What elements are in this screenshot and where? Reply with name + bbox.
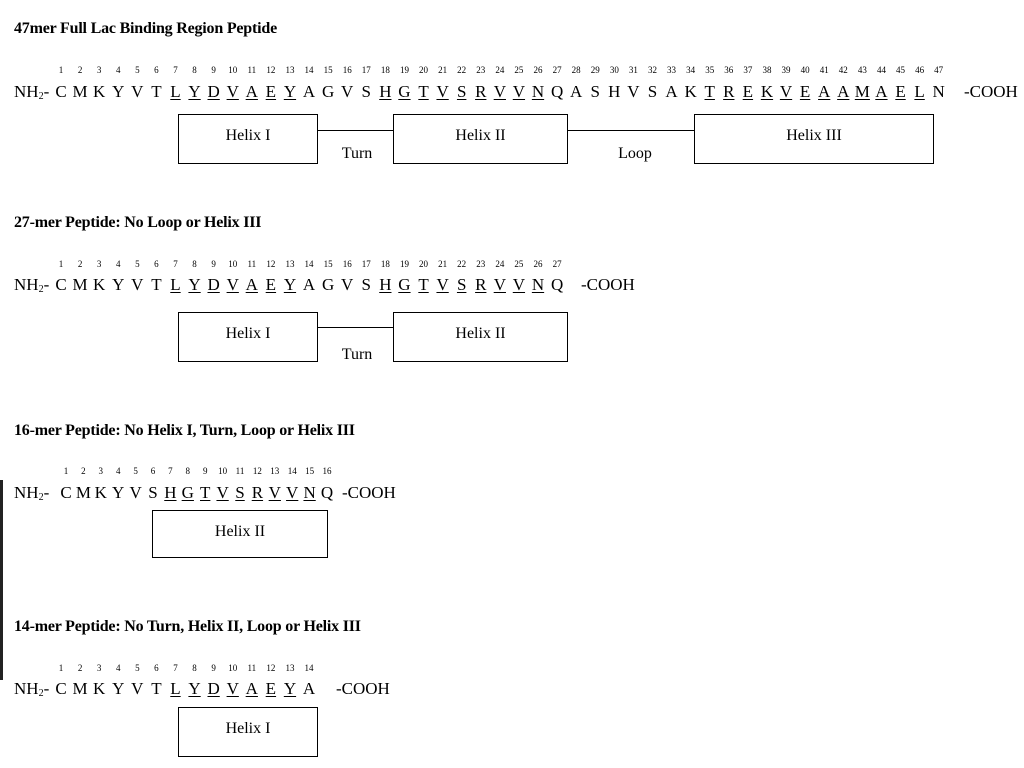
residue-letter: A [570,82,583,101]
residue-letter: N [531,275,545,294]
residue-number: 6 [154,65,159,75]
residue-letter: V [436,82,449,101]
residue-letter: S [456,275,467,294]
residue-letter: M [72,275,88,294]
residue-number: 34 [686,65,696,75]
residue-letter: T [418,275,429,294]
residue-number: 22 [457,259,467,269]
n-terminus: $NH_2-$ [14,82,50,102]
residue-letter: L [170,679,181,698]
residue-letter: E [265,82,277,101]
residue-number: 9 [211,65,216,75]
residue-letter: N [932,82,945,101]
residue-number: 21 [438,65,448,75]
turn-label: Turn [341,145,373,162]
helix-ii-box [393,312,568,362]
residue-number: 26 [533,259,543,269]
residue-number: 14 [304,259,314,269]
residue-number: 11 [247,259,257,269]
residue-number: 8 [185,466,191,476]
residue-letter: E [742,82,754,101]
residue-letter: K [760,82,774,101]
helix-label: Helix III [786,127,842,144]
residue-number: 23 [476,259,486,269]
residue-letter: K [93,679,106,698]
residue-letter: V [268,483,281,502]
residue-letter: V [226,275,239,294]
residue-number: 1 [58,65,64,75]
residue-letter: L [170,275,181,294]
panel-title: 27-mer Peptide: No Loop or Helix III [14,214,262,231]
residue-number: 17 [361,259,371,269]
loop-label: Loop [618,145,652,162]
residue-letter: Y [283,275,297,294]
helix-label: Helix I [225,127,271,144]
residue-number: 16 [342,259,352,269]
residue-number: 43 [857,65,867,75]
residue-letter: S [647,82,658,101]
residue-letter: E [265,679,277,698]
turn-connector [318,327,393,328]
residue-number: 7 [173,663,178,673]
residue-letter: Y [188,275,201,294]
turn-label: Turn [341,346,373,363]
residue-number: 1 [58,259,64,269]
residue-number: 42 [838,65,848,75]
residue-letter: L [914,82,925,101]
residue-letter: T [418,82,429,101]
residue-number: 23 [476,65,486,75]
residue-number: 5 [135,663,140,673]
residue-letter: S [456,82,467,101]
residue-letter: V [226,82,239,101]
residue-number: 22 [457,65,467,75]
residue-letter: K [93,275,106,294]
residue-letter: T [151,82,162,101]
residue-letter: Q [550,275,564,294]
residue-letter: C [60,483,72,502]
residue-letter: E [895,82,906,101]
helix-i-box [178,707,318,757]
panel-title: 16-mer Peptide: No Helix I, Turn, Loop or Helix III [14,422,355,439]
residue-letter: M [75,483,91,502]
residue-number: 7 [168,466,173,476]
residue-letter: V [129,483,142,502]
residue-number: 13 [285,65,295,75]
residue-letter: R [475,275,487,294]
c-terminus: -COOH [342,483,396,502]
residue-number: 14 [304,65,314,75]
residue-letter: Y [112,82,125,101]
edge-mark [0,480,3,680]
residue-letter: A [245,275,258,294]
residue-letter: S [590,82,600,101]
residue-letter: T [199,483,211,502]
residue-letter: M [854,82,870,101]
residue-number: 6 [150,466,156,476]
residue-letter: V [436,275,449,294]
residue-letter: M [72,82,88,101]
residue-letter: A [302,679,316,698]
residue-number: 20 [419,65,429,75]
residue-letter: R [723,82,735,101]
residue-letter: R [251,483,264,502]
residue-letter: M [72,679,88,698]
residue-letter: S [235,483,245,502]
helix-iii-box [694,114,934,164]
residue-number: 8 [192,663,197,673]
residue-letter: C [55,679,67,698]
helix-ii-box [393,114,568,164]
residue-number: 5 [133,466,138,476]
residue-letter: N [531,82,545,101]
residue-number: 31 [628,65,638,75]
residue-number: 25 [514,259,524,269]
residue-letter: S [148,483,158,502]
residue-number: 18 [380,259,390,269]
residue-letter: T [704,82,715,101]
residue-number: 28 [571,65,581,75]
residue-letter: D [207,679,220,698]
residue-letter: Y [188,679,201,698]
residue-number: 15 [323,65,333,75]
residue-number: 7 [173,65,178,75]
n-terminus: $NH_2-$ [14,679,50,699]
residue-letter: H [608,82,621,101]
residue-letter: H [379,275,392,294]
residue-number: 3 [96,259,102,269]
residue-number: 24 [495,65,505,75]
residue-number: 15 [305,466,315,476]
residue-number: 39 [781,65,791,75]
residue-letter: G [321,275,335,294]
residue-number: 4 [115,466,121,476]
residue-letter: Y [112,275,125,294]
residue-letter: Y [283,82,297,101]
residue-letter: A [245,679,258,698]
residue-letter: Y [188,82,201,101]
residue-number: 11 [235,466,245,476]
c-terminus: -COOH [581,275,635,294]
c-terminus: -COOH [336,679,390,698]
residue-number: 4 [115,65,121,75]
residue-number: 2 [77,663,83,673]
residue-letter: A [302,82,316,101]
residue-number: 46 [915,65,925,75]
residue-letter: E [799,82,811,101]
residue-number: 10 [228,259,238,269]
residue-letter: V [493,275,506,294]
helix-label: Helix II [455,127,506,144]
residue-letter: A [665,82,678,101]
residue-number: 3 [98,466,104,476]
panel-title: 47mer Full Lac Binding Region Peptide [14,20,277,37]
residue-number: 27 [552,65,562,75]
residue-number: 10 [218,466,228,476]
residue-letter: Y [112,679,125,698]
residue-letter: V [226,679,239,698]
n-terminus: $NH_2-$ [14,483,50,503]
helix-label: Helix II [455,325,506,342]
residue-number: 44 [876,65,886,75]
residue-number: 40 [800,65,810,75]
residue-number: 10 [228,65,238,75]
residue-letter: H [164,483,177,502]
residue-letter: C [55,82,67,101]
residue-number: 36 [724,65,734,75]
residue-letter: Q [550,82,564,101]
residue-letter: V [512,275,526,294]
residue-number: 13 [285,663,295,673]
residue-number: 8 [192,259,197,269]
helix-ii-box [152,510,328,558]
residue-number: 9 [202,466,208,476]
residue-letter: D [207,275,220,294]
residue-number: 15 [323,259,333,269]
residue-letter: T [151,679,162,698]
residue-letter: V [341,82,354,101]
residue-number: 12 [266,259,276,269]
helix-i-box [178,312,318,362]
residue-letter: R [475,82,487,101]
residue-letter: V [131,82,144,101]
residue-number: 45 [896,65,906,75]
residue-letter: C [55,275,67,294]
residue-letter: V [341,275,354,294]
residue-number: 1 [63,466,69,476]
residue-letter: G [398,275,411,294]
residue-letter: A [818,82,831,101]
residue-letter: A [837,82,850,101]
residue-letter: V [512,82,526,101]
residue-number: 5 [135,259,140,269]
residue-number: 13 [285,259,295,269]
residue-letter: A [245,82,258,101]
residue-number: 7 [173,259,178,269]
residue-number: 12 [252,466,262,476]
residue-number: 3 [96,663,102,673]
residue-number: 38 [762,65,772,75]
residue-number: 1 [58,663,64,673]
loop-connector [568,130,694,131]
residue-letter: T [151,275,162,294]
residue-letter: K [94,483,107,502]
residue-number: 12 [266,663,276,673]
residue-number: 47 [934,65,944,75]
residue-letter: A [875,82,888,101]
residue-letter: V [493,82,506,101]
n-terminus: $NH_2-$ [14,275,50,295]
residue-letter: V [131,679,144,698]
residue-number: 6 [154,259,159,269]
residue-number: 6 [154,663,159,673]
residue-letter: G [398,82,411,101]
residue-number: 10 [228,663,238,673]
residue-number: 8 [192,65,197,75]
helix-label: Helix I [225,720,271,737]
residue-number: 30 [609,65,619,75]
residue-letter: A [302,275,316,294]
residue-number: 2 [77,259,83,269]
helix-label: Helix II [214,523,266,540]
residue-letter: D [207,82,220,101]
residue-number: 2 [81,466,86,476]
helix-label: Helix I [225,325,271,342]
residue-number: 26 [533,65,543,75]
residue-letter: K [684,82,697,101]
residue-number: 13 [270,466,280,476]
residue-number: 33 [667,65,677,75]
residue-letter: Q [320,483,334,502]
residue-number: 16 [322,466,332,476]
residue-letter: V [216,483,229,502]
residue-letter: G [181,483,194,502]
residue-number: 9 [211,259,216,269]
residue-number: 14 [287,466,297,476]
residue-letter: S [361,275,371,294]
residue-number: 4 [115,663,121,673]
panel-title: 14-mer Peptide: No Turn, Helix II, Loop or Helix III [14,618,361,635]
residue-letter: Y [283,679,297,698]
residue-letter: H [379,82,392,101]
residue-number: 25 [514,65,524,75]
residue-letter: G [321,82,335,101]
residue-letter: Y [112,483,125,502]
residue-number: 19 [399,65,409,75]
residue-number: 41 [819,65,829,75]
residue-letter: S [361,82,371,101]
residue-number: 3 [96,65,102,75]
c-terminus: -COOH [964,82,1018,101]
residue-number: 17 [361,65,371,75]
residue-number: 4 [115,259,121,269]
residue-letter: V [779,82,793,101]
residue-letter: K [93,82,106,101]
residue-letter: V [131,275,144,294]
residue-number: 29 [590,65,600,75]
residue-number: 18 [380,65,390,75]
residue-number: 2 [77,65,83,75]
residue-number: 20 [419,259,429,269]
helix-i-box [178,114,318,164]
residue-number: 35 [705,65,715,75]
residue-letter: V [627,82,640,101]
residue-number: 5 [135,65,140,75]
residue-number: 19 [399,259,409,269]
turn-connector [318,130,393,131]
residue-letter: V [286,483,299,502]
residue-number: 24 [495,259,505,269]
residue-letter: N [303,483,316,502]
residue-letter: E [265,275,277,294]
residue-number: 37 [743,65,753,75]
residue-number: 32 [647,65,657,75]
residue-number: 14 [304,663,314,673]
residue-number: 27 [552,259,562,269]
residue-letter: L [170,82,181,101]
residue-number: 11 [247,663,257,673]
residue-number: 11 [247,65,257,75]
residue-number: 16 [342,65,352,75]
residue-number: 9 [211,663,216,673]
residue-number: 12 [266,65,276,75]
residue-number: 21 [438,259,448,269]
